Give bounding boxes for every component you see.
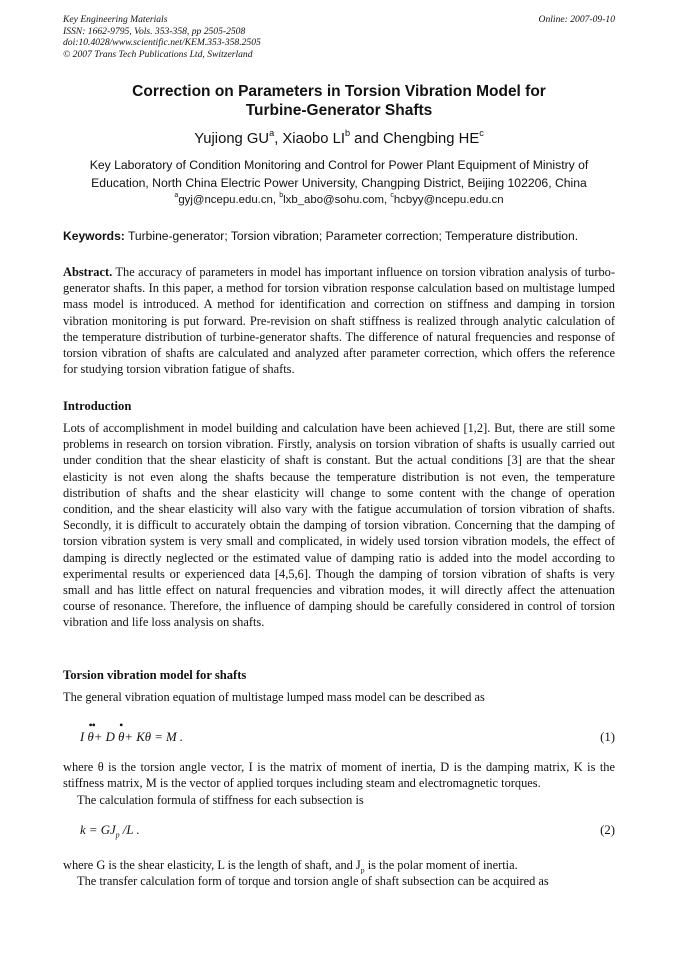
keywords-text: Turbine-generator; Torsion vibration; Parameter correction; Temperature distribution. <box>124 229 579 243</box>
eq1-D: D <box>105 730 115 744</box>
author-3: and Chengbing HE <box>350 131 480 147</box>
eq1-plus-1: + <box>93 730 106 744</box>
affiliation-line-1: Key Laboratory of Condition Monitoring and Control for Power Plant Equipment of Ministry of <box>89 158 589 172</box>
journal-name: Key Engineering Materials <box>63 14 168 25</box>
online-date: Online: 2007-09-10 <box>538 14 615 25</box>
email-b: lxb_abo@sohu.com, <box>283 194 391 206</box>
email-b-sup: b <box>279 192 284 200</box>
eq2-rhs: /L . <box>119 823 140 837</box>
where-paragraph-1: where θ is the torsion angle vector, I is the matrix of moment of inertia, D is the damping matrix, K is the stiffness matrix, M is the vector of applied torques including steam and electromagnetic torques. <box>63 760 615 791</box>
email-a: gyj@ncepu.edu.cn, <box>178 194 280 206</box>
email-a-sup: a <box>174 192 179 200</box>
introduction-heading: Introduction <box>63 399 132 413</box>
eq1-theta-dot <box>118 718 125 745</box>
author-1-sup: a <box>269 127 275 138</box>
equation-1-number: (1) <box>600 730 615 744</box>
author-2-sup: b <box>344 127 351 138</box>
abstract-label: Abstract. <box>63 265 113 279</box>
eq1-ddot-mark: •• <box>88 718 95 732</box>
title-line-1: Correction on Parameters in Torsion Vibration Model for <box>132 83 546 100</box>
copyright-line: © 2007 Trans Tech Publications Ltd, Switzerland <box>63 48 253 60</box>
author-list <box>63 127 615 148</box>
eq1-theta-ddot <box>87 718 95 745</box>
equation-2-number: (2) <box>600 823 615 837</box>
email-c: hcbyy@ncepu.edu.cn <box>393 194 504 206</box>
where2-sub: p <box>360 865 365 875</box>
transfer-paragraph: The transfer calculation form of torque and torsion angle of shaft subsection can be acquired as <box>77 874 549 888</box>
author-2: , Xiaobo LI <box>274 131 345 147</box>
stiffness-intro: The calculation formula of stiffness for each subsection is <box>77 793 364 807</box>
title-line-2: Turbine-Generator Shafts <box>245 102 433 119</box>
email-c-sup: c <box>390 192 394 200</box>
where2-text: where G is the shear elasticity, L is the length of shaft, and J <box>63 858 361 872</box>
eq2-sub: p <box>115 830 120 840</box>
abstract <box>63 264 615 377</box>
equation-2 <box>80 822 615 838</box>
equation-1 <box>80 718 615 745</box>
eq1-theta-2: θ <box>118 730 125 744</box>
eq2-lhs: k = GJ <box>80 823 116 837</box>
model-heading: Torsion vibration model for shafts <box>63 668 247 682</box>
doi-line: doi:10.4028/www.scientific.net/KEM.353-358.2505 <box>63 37 261 49</box>
author-1: Yujiong GU <box>194 131 270 147</box>
eq1-theta-1: θ <box>87 730 94 744</box>
author-3-sup: c <box>479 127 484 138</box>
affiliation-line-2: Education, North China Electric Power University, Changping District, Beijing 102206, China <box>91 175 587 190</box>
keywords-label: Keywords: <box>63 229 125 243</box>
paper-title <box>63 82 615 120</box>
keywords <box>63 228 615 244</box>
where2-end: is the polar moment of inertia. <box>364 858 518 872</box>
eq1-dot-mark: • <box>119 718 123 732</box>
issn-line: ISSN: 1662-9795, Vols. 353-358, pp 2505-2508 <box>63 25 246 37</box>
affiliation <box>63 157 615 192</box>
eq1-plus-2: + <box>124 730 137 744</box>
eq1-rest: Kθ = M . <box>136 730 184 744</box>
journal-header <box>63 14 261 60</box>
author-emails <box>63 193 615 208</box>
model-paragraph: The general vibration equation of multistage lumped mass model can be described as <box>63 690 485 704</box>
eq1-I: I <box>80 730 85 744</box>
introduction-paragraph: Lots of accomplishment in model building and calculation have been achieved [1,2]. But, there are still some problems in research on torsion vibration. Firstly, analysis on torsion vibration of shafts is usually carried out under condition that the shear elasticity of shaft is constant. But the actual conditions [3] are that the shear elasticity is not even along the shafts because the temperature distribution is not even, the temperature distribution of shafts and the shear elasticity will change to some content with the change of operation condition, and the shear elasticity will also vary with the fatigue accumulation of torsion vibration of shafts. Secondly, it is difficult to accurately obtain the damping of torsion vibration. Concerning that the damping of torsion vibration system is very small and complicated, in widely used torsion vibration models, the effect of damping is directly neglected or the estimated value of damping ratio is added into the model according to experimental results or experienced data [4,5,6]. Though the damping of torsion vibration of shafts is very small and has little effect on natural frequencies and vibration modes, it will directly affect the attenuation course of resonance. Therefore, the influence of damping should be carefully considered in control of torsion vibration and life loss analysis on shafts. <box>63 421 615 630</box>
abstract-text: The accuracy of parameters in model has important influence on torsion vibration analysis of turbo-generator shafts. In this paper, a method for torsion vibration response calculation based on multistage lumped mass model is introduced. A method for identification and correction on stiffness and damping in torsion vibration monitoring is put forward. Pre-revision on shaft stiffness is realized through analytic calculation of the temperature distribution of turbine-generator shafts. The difference of natural frequencies and response of torsion vibration of shafts are calculated and analyzed after parameter correction, which offers the reference for studying torsion vibration fatigue of shafts. <box>63 265 615 377</box>
where-paragraph-2 <box>63 857 615 873</box>
